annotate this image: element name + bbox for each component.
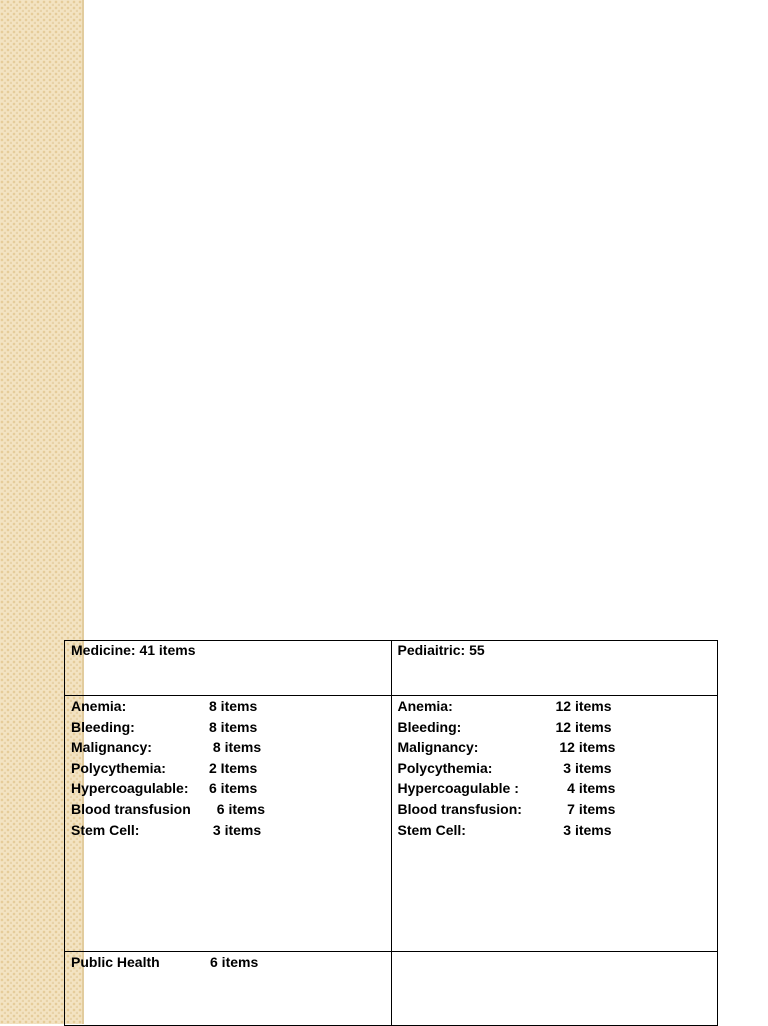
public-health-count: 6 items <box>210 954 259 970</box>
public-health-line <box>71 952 385 973</box>
item-count: 12 items <box>555 739 616 756</box>
item-label: Malignancy: <box>71 739 152 756</box>
empty-cell <box>391 952 718 1026</box>
pediatric-heading: Pediaitric: 55 <box>397 642 485 658</box>
item-count: 8 items <box>209 739 262 756</box>
item-label: Bleeding: <box>71 718 135 735</box>
list-item <box>71 737 385 758</box>
medicine-items-cell <box>65 696 392 952</box>
item-count: 4 items <box>555 780 616 797</box>
list-item <box>398 758 712 779</box>
item-label: Stem Cell: <box>71 821 140 838</box>
item-label: Anemia: <box>71 698 127 714</box>
item-label: Blood transfusion <box>71 800 191 817</box>
list-item <box>398 778 712 799</box>
public-health-label: Public Health <box>71 954 160 970</box>
item-label: Anemia: <box>397 698 453 714</box>
item-count: 3 items <box>209 821 262 838</box>
list-item <box>398 820 712 841</box>
medicine-heading-cell <box>65 641 392 696</box>
list-item <box>398 696 712 717</box>
item-count: 8 items <box>209 698 258 714</box>
list-item <box>71 696 385 717</box>
pediatric-items-cell <box>391 696 718 952</box>
item-count: 6 items <box>209 800 266 817</box>
item-label: Hypercoagulable : <box>397 780 519 797</box>
table-footer-row <box>65 952 718 1026</box>
item-count: 7 items <box>555 800 616 817</box>
table-body-row <box>65 696 718 952</box>
item-label: Stem Cell: <box>397 821 466 838</box>
list-item <box>71 717 385 738</box>
item-count: 12 items <box>555 698 612 714</box>
list-item <box>71 820 385 841</box>
pediatric-heading-cell <box>391 641 718 696</box>
item-count: 6 items <box>209 780 258 797</box>
item-distribution-table <box>64 640 718 1026</box>
item-label: Polycythemia: <box>397 759 493 776</box>
list-item <box>398 737 712 758</box>
list-item <box>71 758 385 779</box>
item-label: Polycythemia: <box>71 759 166 776</box>
table-header-row <box>65 641 718 696</box>
list-item <box>398 717 712 738</box>
medicine-heading: Medicine: 41 items <box>71 642 196 658</box>
item-count: 2 Items <box>209 759 258 776</box>
public-health-cell <box>65 952 392 1026</box>
item-label: Hypercoagulable: <box>71 780 189 797</box>
item-count: 3 items <box>555 759 612 776</box>
item-count: 12 items <box>555 718 612 735</box>
item-label: Blood transfusion: <box>397 800 522 817</box>
list-item <box>71 799 385 820</box>
item-label: Malignancy: <box>397 739 479 756</box>
item-count: 3 items <box>555 821 612 838</box>
item-label: Bleeding: <box>397 718 462 735</box>
item-count: 8 items <box>209 718 258 735</box>
list-item <box>71 778 385 799</box>
list-item <box>398 799 712 820</box>
